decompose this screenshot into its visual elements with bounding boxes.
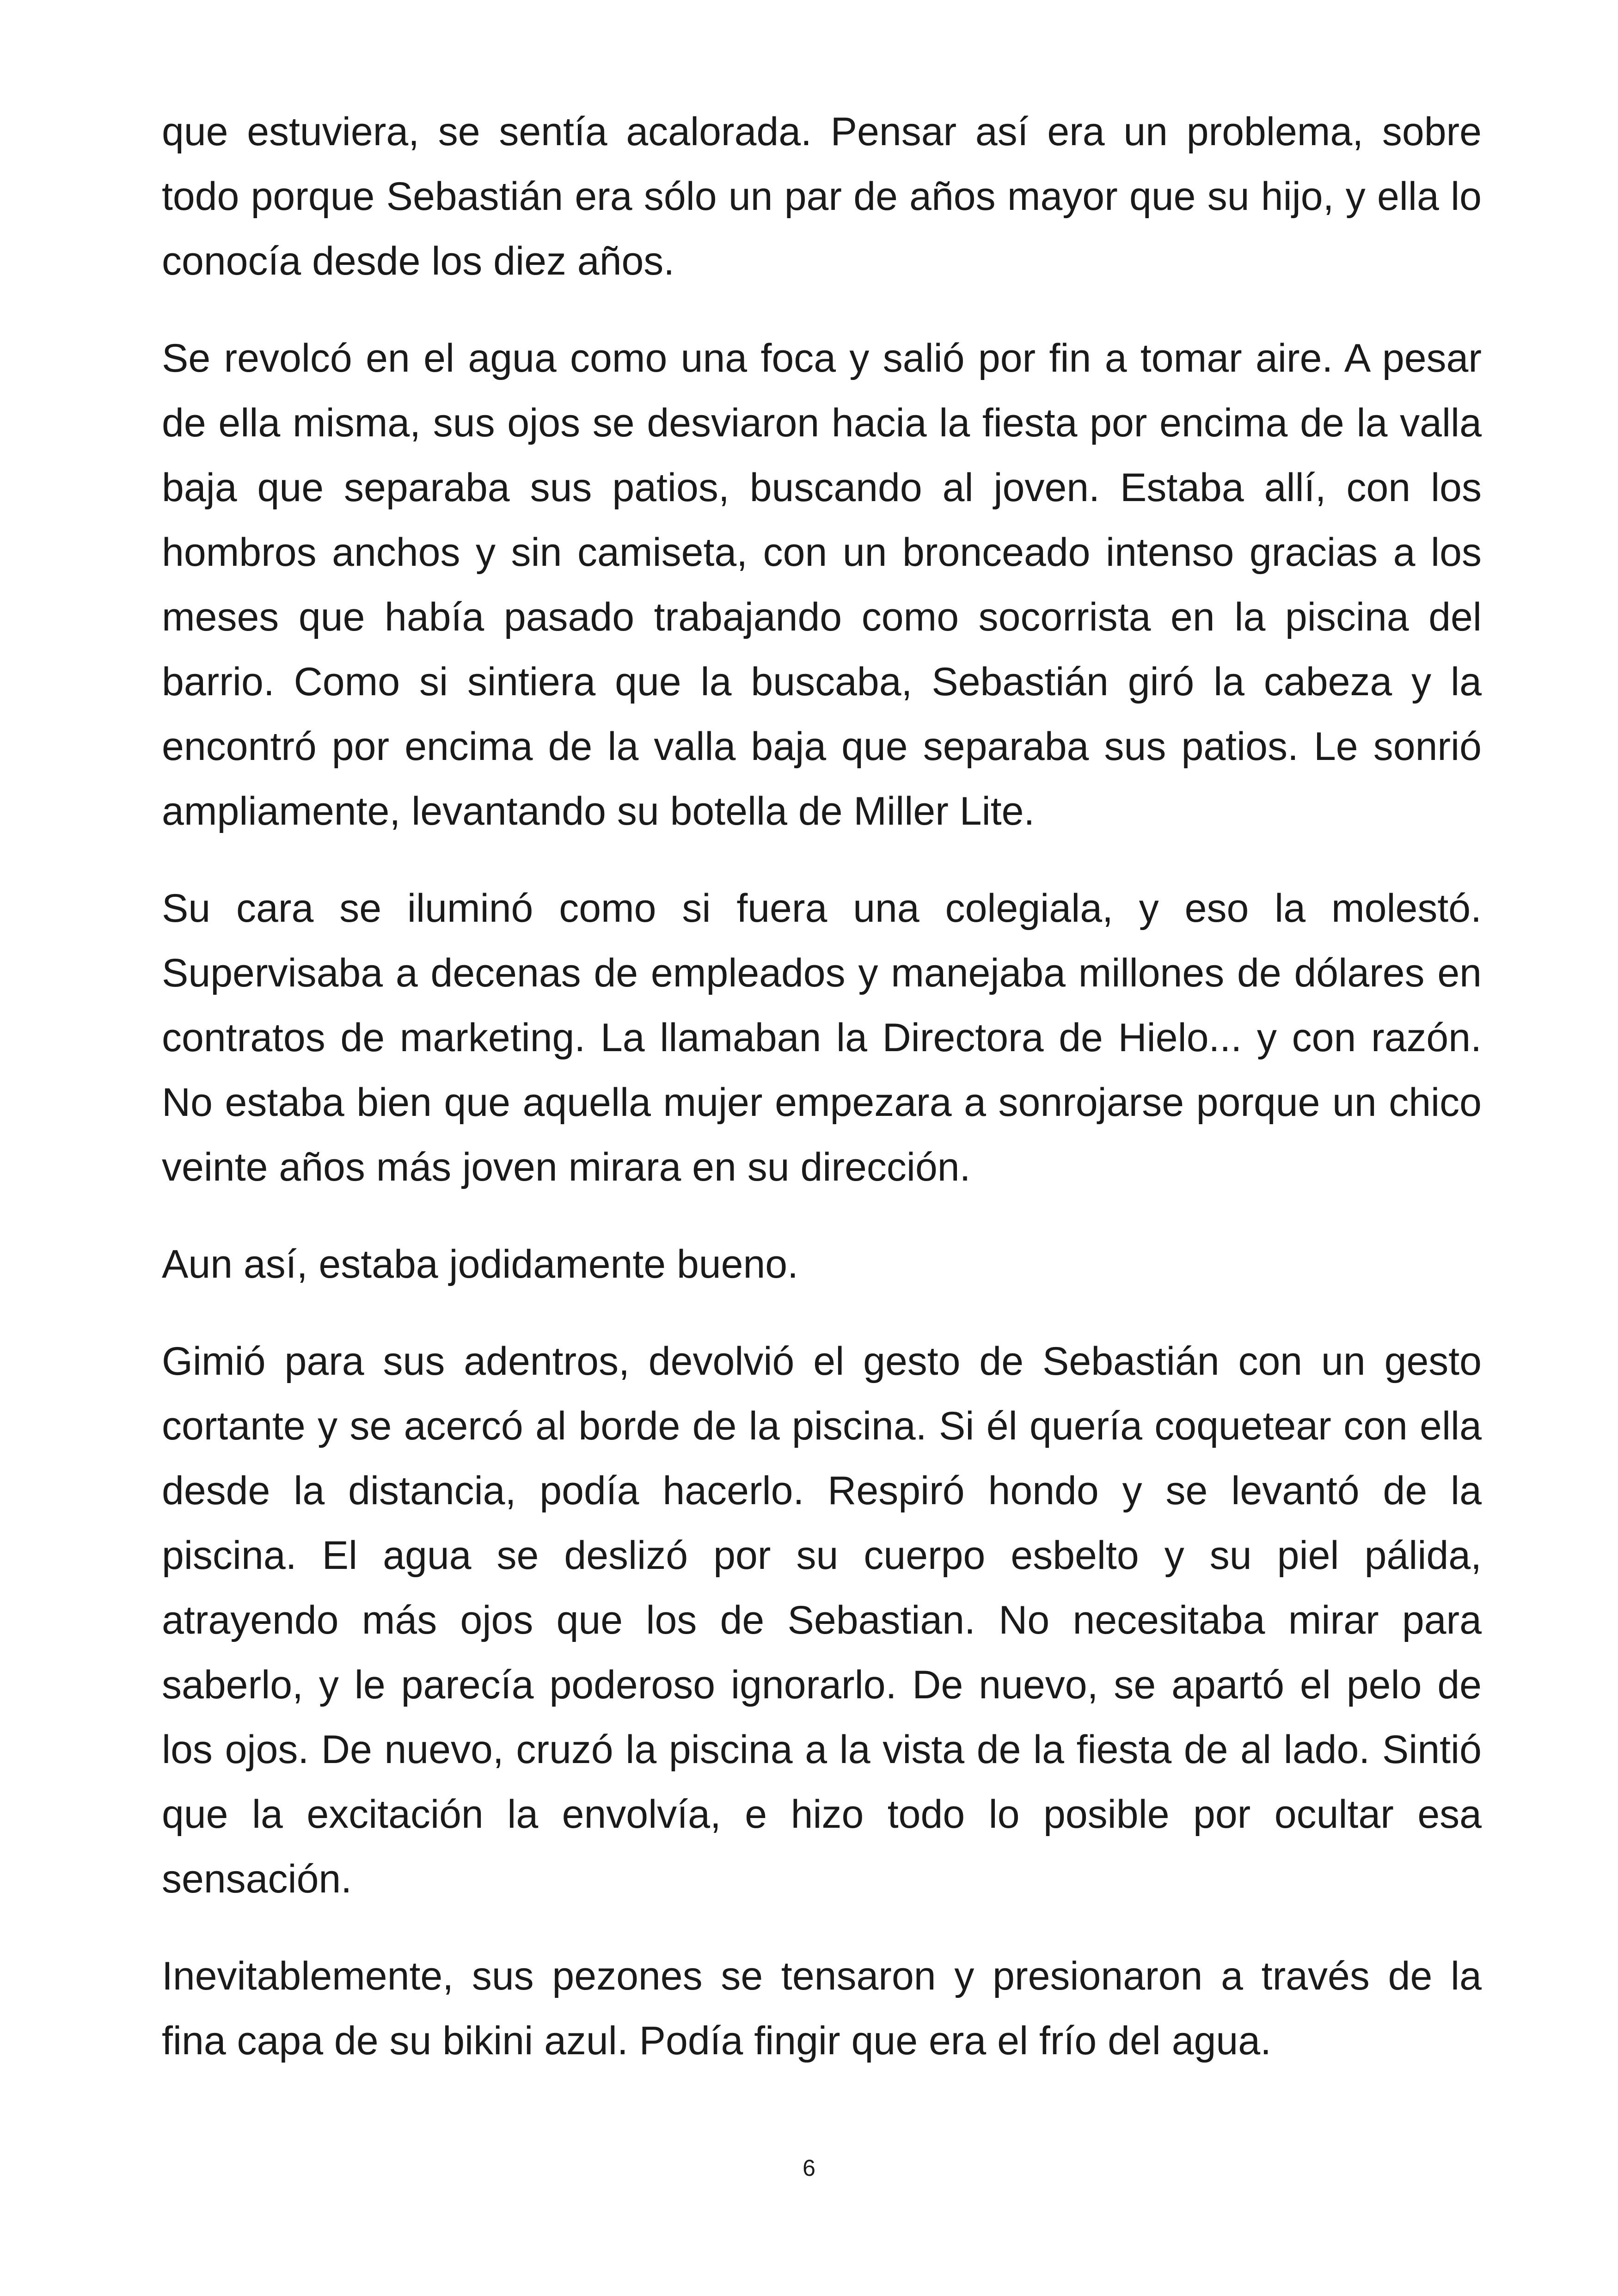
paragraph-5: Gimió para sus adentros, devolvió el gesto de Sebastián con un gesto cortante y se acercó al borde de la piscina. Si él quería coquetear con ella desde la distancia, podía hacerlo. Respiró hondo y se levantó de la piscina. El agua se deslizó por su cuerpo esbelto y su piel pálida, atrayendo más ojos que los de Sebastian. No necesitaba mirar para saberlo, y le parecía poderoso ignorarlo. De nuevo, se apartó el pelo de los ojos. De nuevo, cruzó la piscina a la vista de la fiesta de al lado. Sintió que la excitación la envolvía, e hizo todo lo posible por ocultar esa sensación. xyxy=(162,1339,1482,1901)
body-text xyxy=(162,99,1482,2106)
page-number: 6 xyxy=(803,2155,815,2181)
paragraph-4: Aun así, estaba jodidamente bueno. xyxy=(162,1242,799,1286)
paragraph-2: Se revolcó en el agua como una foca y salió por fin a tomar aire. A pesar de ella misma, sus ojos se desviaron hacia la fiesta por encima de la valla baja que separaba sus patios, buscando al joven. Estaba allí, con los hombros anchos y sin camiseta, con un bronceado intenso gracias a los meses que había pasado trabajando como socorrista en la piscina del barrio. Como si sintiera que la buscaba, Sebastián giró la cabeza y la encontró por encima de la valla baja que separaba sus patios. Le sonrió ampliamente, levantando su botella de Miller Lite. xyxy=(162,336,1482,833)
paragraph-6: Inevitablemente, sus pezones se tensaron y presionaron a través de la fina capa de su bikini azul. Podía fingir que era el frío del agua. xyxy=(162,1954,1482,2063)
paragraph-1: que estuviera, se sentía acalorada. Pensar así era un problema, sobre todo porque Sebastián era sólo un par de años mayor que su hijo, y ella lo conocía desde los diez años. xyxy=(162,110,1482,283)
paragraph-3: Su cara se iluminó como si fuera una colegiala, y eso la molestó. Supervisaba a decenas de empleados y manejaba millones de dólares en contratos de marketing. La llamaban la Directora de Hielo... y con razón. No estaba bien que aquella mujer empezara a sonrojarse porque un chico veinte años más joven mirara en su dirección. xyxy=(162,886,1482,1189)
